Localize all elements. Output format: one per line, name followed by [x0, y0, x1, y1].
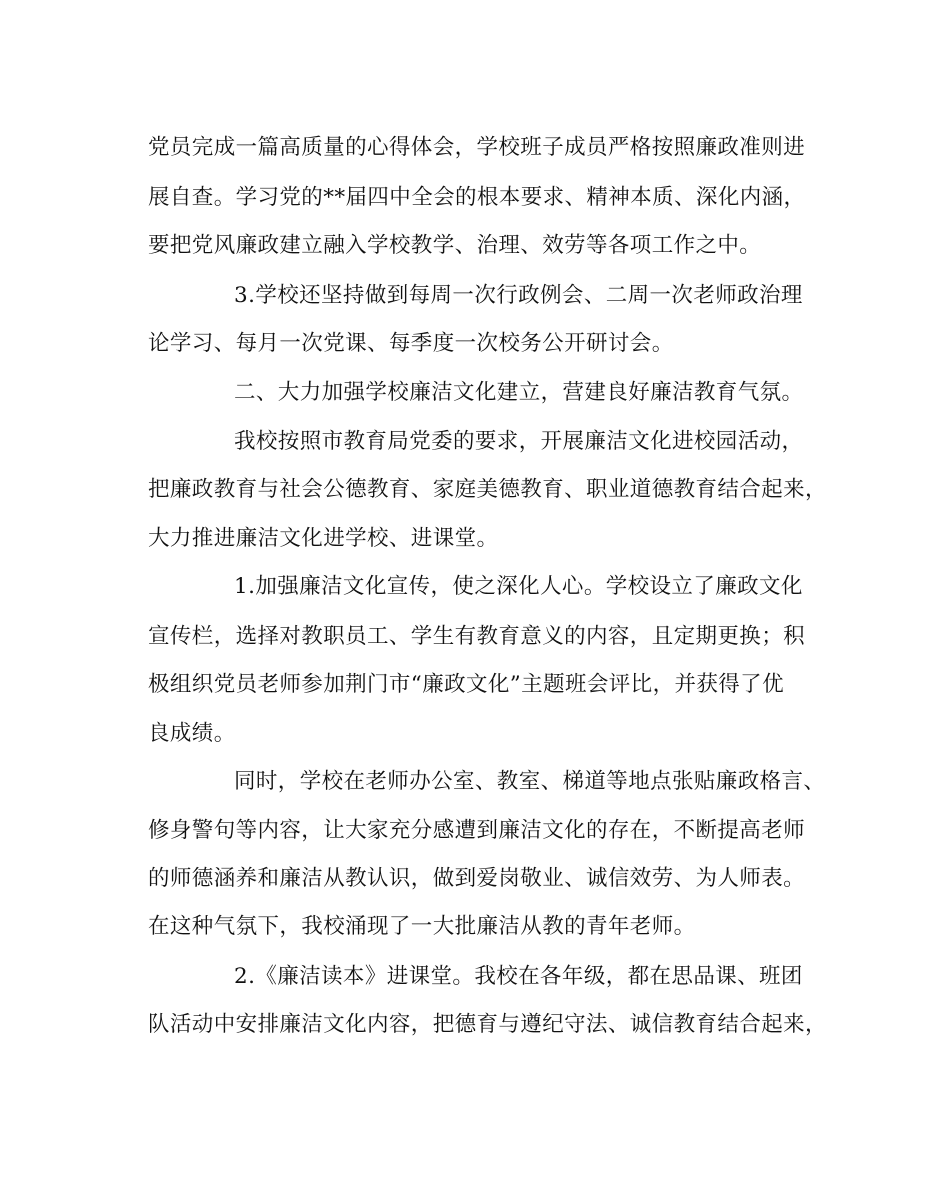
paragraph-first-line: 同时，学校在老师办公室、教室、梯道等地点张贴廉政格言、: [234, 769, 826, 794]
text-line: 要把党风廉政建立融入学校教学、治理、效劳等各项工作之中。: [148, 233, 762, 258]
text-line: 良成绩。: [148, 721, 236, 746]
text-line: 极组织党员老师参加荆门市“廉政文化”主题班会评比，并获得了优: [148, 672, 784, 697]
text-line: 队活动中安排廉洁文化内容，把德育与遵纪守法、诚信教育结合起来，: [148, 1012, 827, 1037]
text-line: 展自查。学习党的**届四中全会的根本要求、精神本质、深化内涵，: [148, 185, 806, 210]
text-line: 把廉政教育与社会公德教育、家庭美德教育、职业道德教育结合起来，: [148, 477, 827, 502]
section-heading: 二、大力加强学校廉洁文化建立，营建良好廉洁教育气氛。: [234, 380, 804, 405]
text-line: 论学习、每月一次党课、每季度一次校务公开研讨会。: [148, 331, 674, 356]
paragraph-first-line: 1.加强廉洁文化宣传，使之深化人心。学校设立了廉政文化: [234, 574, 803, 599]
paragraph-first-line: 2.《廉洁读本》进课堂。我校在各年级，都在思品课、班团: [234, 964, 803, 989]
text-line: 宣传栏，选择对教职员工、学生有教育意义的内容，且定期更换；积: [148, 624, 806, 649]
text-line: 的师德涵养和廉洁从教认识，做到爱岗敬业、诚信效劳、为人师表。: [148, 866, 806, 891]
paragraph-first-line: 我校按照市教育局党委的要求，开展廉洁文化进校园活动，: [234, 429, 804, 454]
text-line: 大力推进廉洁文化进学校、进课堂。: [148, 526, 499, 551]
text-line: 修身警句等内容，让大家充分感遭到廉洁文化的存在，不断提高老师: [148, 818, 806, 843]
paragraph-first-line: 3.学校还坚持做到每周一次行政例会、二周一次老师政治理: [234, 283, 803, 308]
text-line: 党员完成一篇高质量的心得体会，学校班子成员严格按照廉政准则进: [148, 135, 806, 160]
text-line: 在这种气氛下，我校涌现了一大批廉洁从教的青年老师。: [148, 914, 696, 939]
